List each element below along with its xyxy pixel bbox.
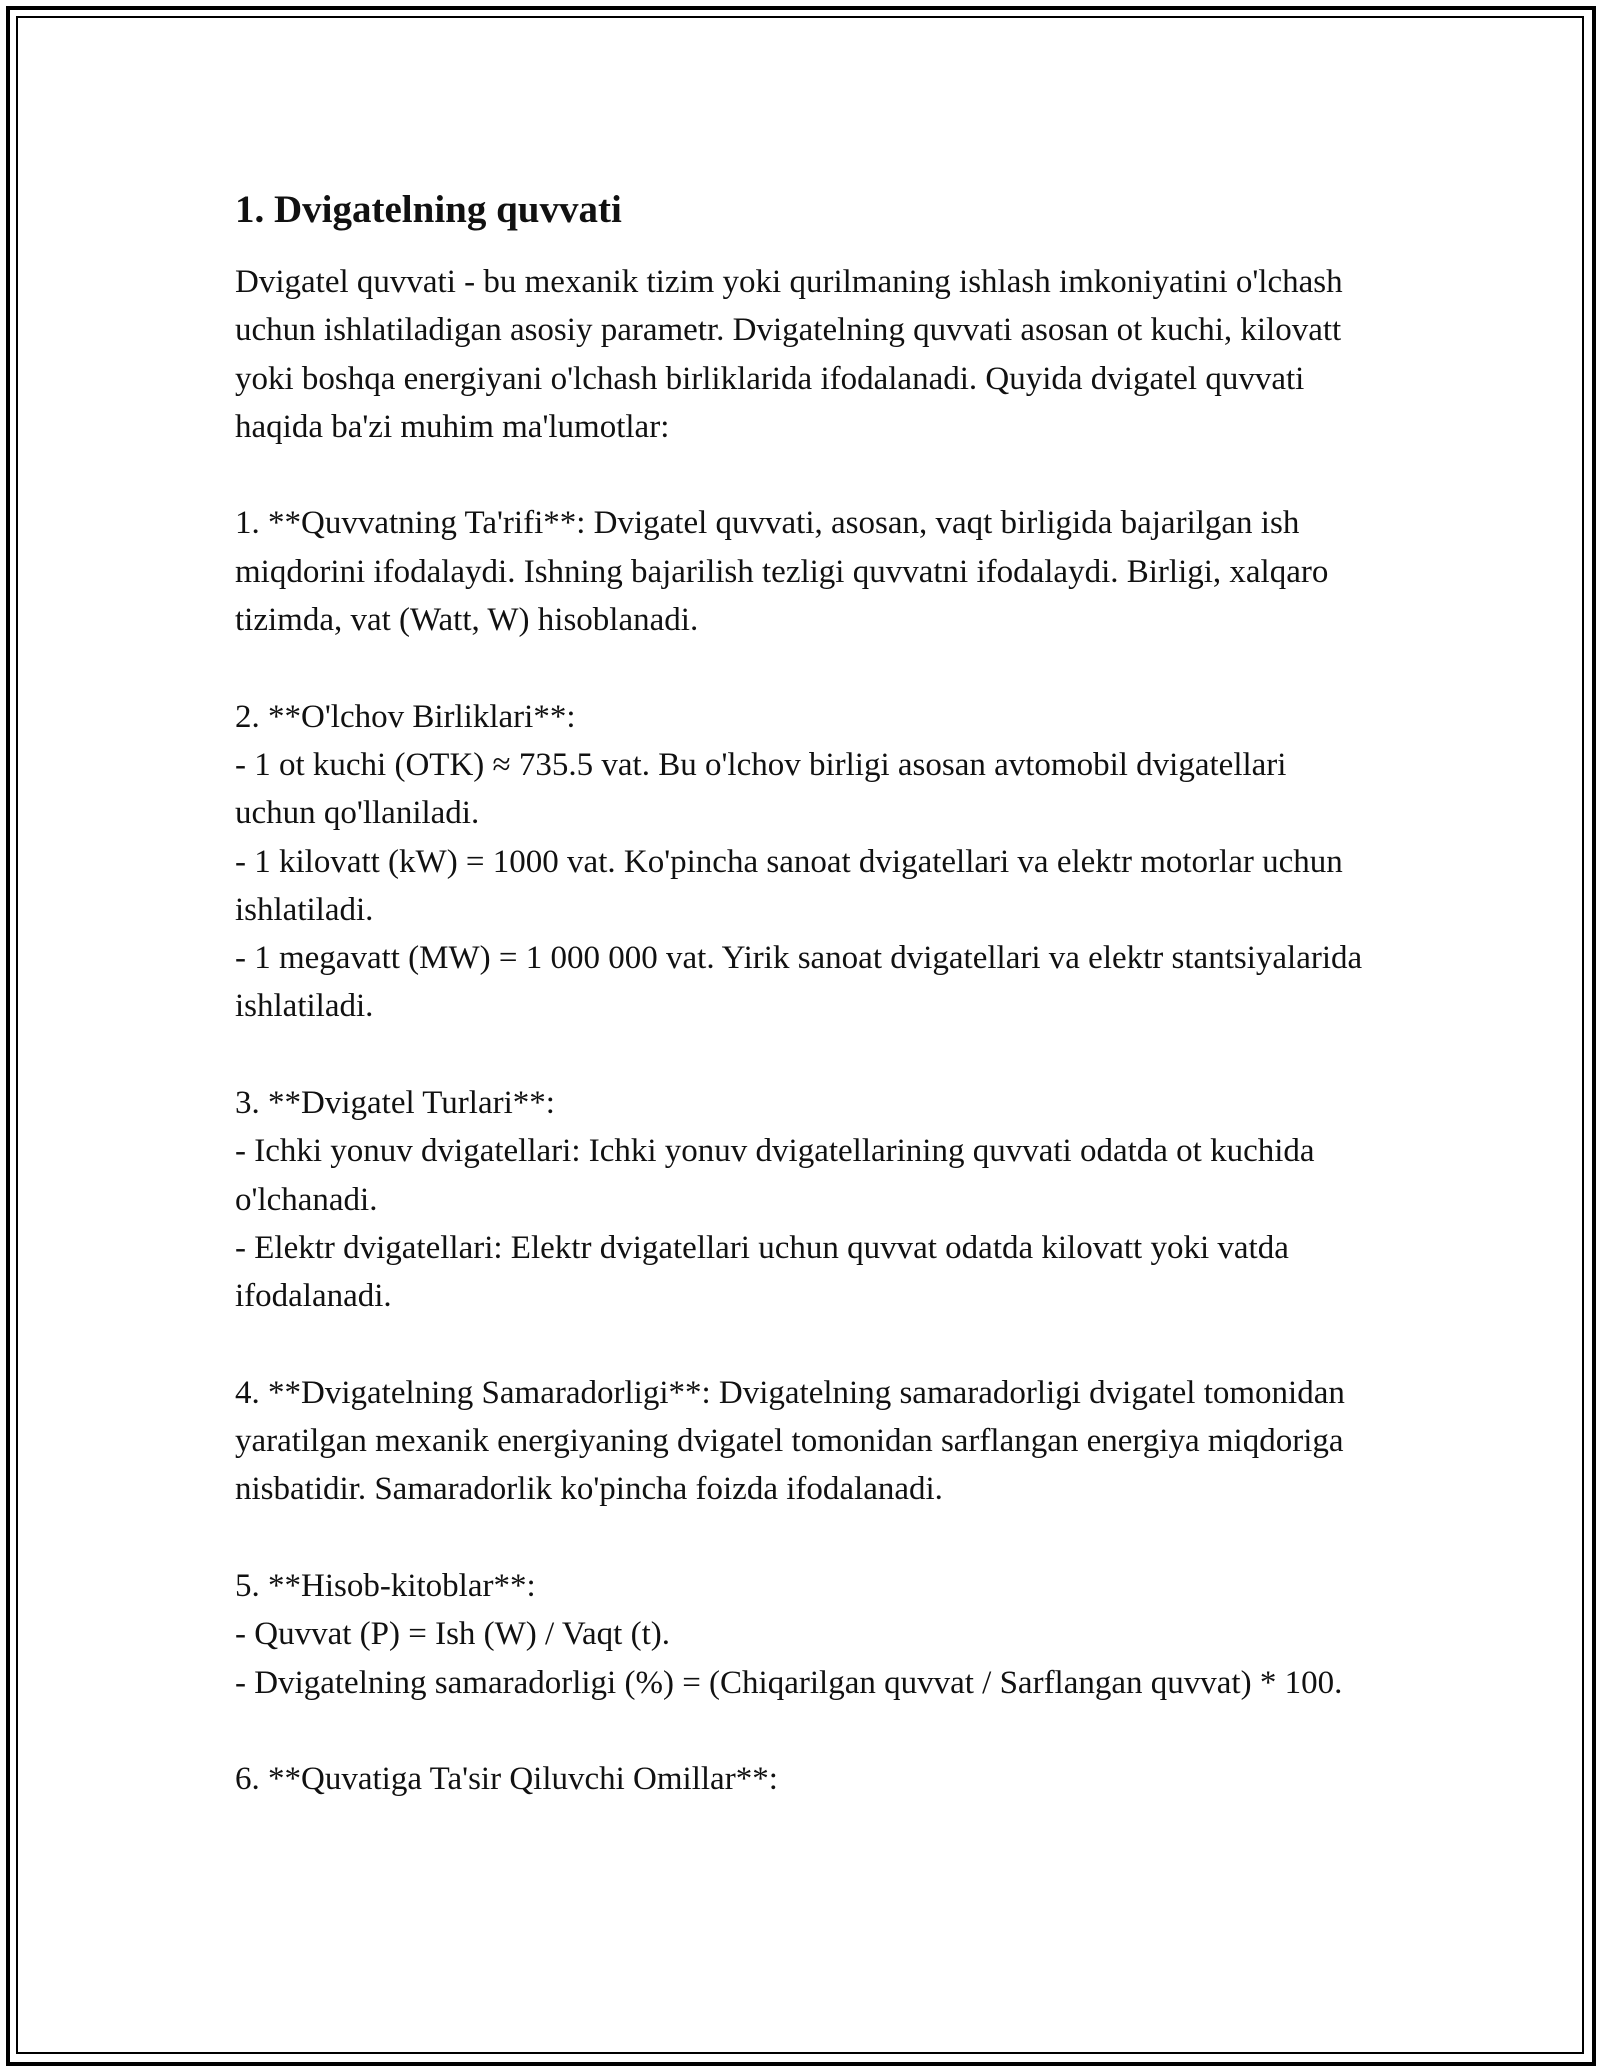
document-page — [235, 186, 1365, 1804]
document-body: Dvigatel quvvati - bu mexanik tizim yoki qurilmaning ishlash imkoniyatini o'lchash uchun ishlatiladigan asosiy parametr. Dvigatelning quvvati asosan ot kuchi, kilovatt yoki boshqa energiyani o'lchash birliklarida ifodalanadi. Quyida dvigatel quvvati haqida ba'zi muhim ma'lumotlar: 1. **Quvvatning Ta'rifi**: Dvigatel quvvati, asosan, vaqt birligida bajarilgan ish miqdorini ifodalaydi. Ishning bajarilish tezligi quvvatni ifodalaydi. Birligi, xalqaro tizimda, vat (Watt, W) hisoblanadi. 2. **O'lchov Birliklari**: - 1 ot kuchi (OTK) ≈ 735.5 vat. Bu o'lchov birligi asosan avtomobil dvigatellari uchun qo'llaniladi. - 1 kilovatt (kW) = 1000 vat. Ko'pincha sanoat dvigatellari va elektr motorlar uchun ishlatiladi. - 1 megavatt (MW) = 1 000 000 vat. Yirik sanoat dvigatellari va elektr stantsiyalarida ishlatiladi. 3. **Dvigatel Turlari**: - Ichki yonuv dvigatellari: Ichki yonuv dvigatellarining quvvati odatda ot kuchida o'lchanadi. - Elektr dvigatellari: Elektr dvigatellari uchun quvvat odatda kilovatt yoki vatda ifodalanadi. 4. **Dvigatelning Samaradorligi**: Dvigatelning samaradorligi dvigatel tomonidan yaratilgan mexanik energiyaning dvigatel tomonidan sarflangan energiya miqdoriga nisbatidir. Samaradorlik ko'pincha foizda ifodalanadi. 5. **Hisob-kitoblar**: - Quvvat (P) = Ish (W) / Vaqt (t). - Dvigatelning samaradorligi (%) = (Chiqarilgan quvvat / Sarflangan quvvat) * 100. 6. **Quvatiga Ta'sir Qiluvchi Omillar**: — [235, 264, 1363, 1798]
document-title: 1. Dvigatelning quvvati — [235, 188, 622, 231]
